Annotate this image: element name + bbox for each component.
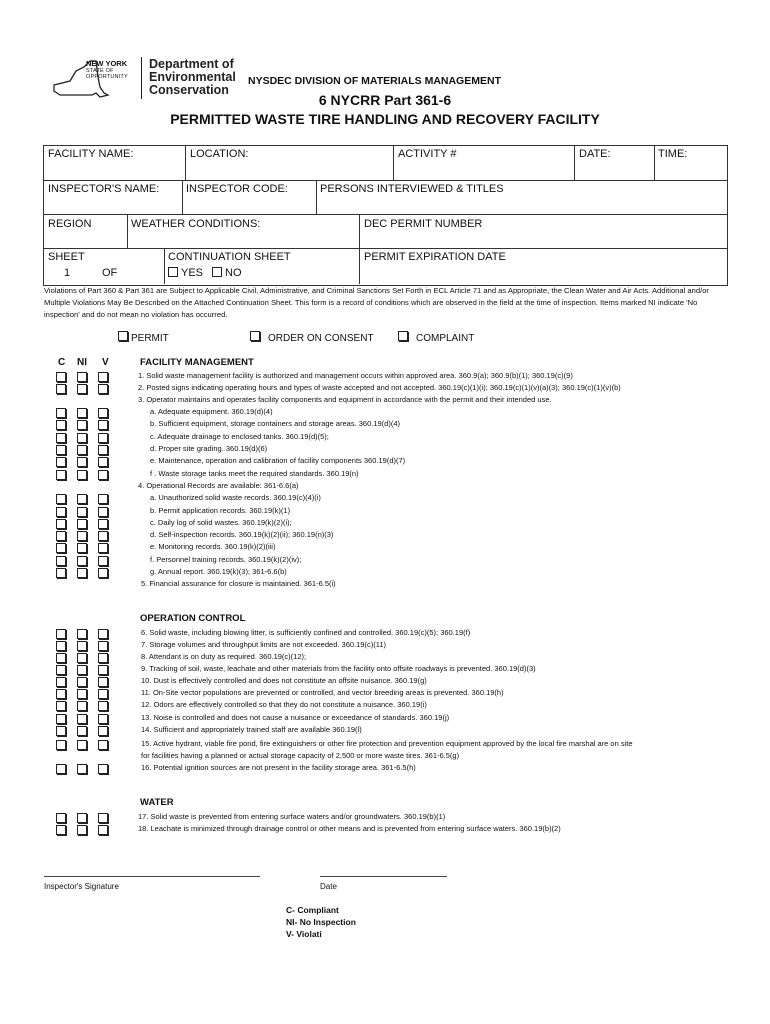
compliant-checkbox[interactable] [56, 433, 66, 443]
checklist-row [0, 456, 770, 468]
logo-state-name: NEW YORK STATE OF OPPORTUNITY [86, 59, 128, 80]
violation-checkbox[interactable] [98, 653, 108, 663]
checklist-item-text: 14. Sufficient and appropriately trained staff are available 360.19(l) [141, 725, 362, 734]
no-inspection-checkbox[interactable] [77, 689, 87, 699]
type-complaint[interactable]: COMPLAINT [398, 331, 474, 344]
header-box [43, 145, 728, 286]
sheet-number: 1 [64, 267, 71, 279]
continuation-yes[interactable]: YES [168, 267, 203, 279]
checklist-item-text: for facilities having a planned or actual storage capacity of 2,500 or more waste tires. 361-6.5(g) [141, 751, 460, 760]
violation-checkbox[interactable] [98, 543, 108, 553]
violation-checkbox[interactable] [98, 457, 108, 467]
compliant-checkbox[interactable] [56, 726, 66, 736]
compliant-checkbox[interactable] [56, 420, 66, 430]
compliant-checkbox[interactable] [56, 677, 66, 687]
checklist-item-text: 8. Attendant is on duty as required. 360.19(c)(12); [141, 652, 307, 661]
checklist-row [0, 676, 770, 688]
no-inspection-checkbox[interactable] [77, 677, 87, 687]
no-inspection-checkbox[interactable] [77, 445, 87, 455]
violations-notice: Violations of Part 360 & Part 361 are Subject to Applicable Civil, Administrative, and Criminal Sanctions Set Forth in ECL Article 71 and as Appropriate, the Clean Water and Air Acts. Additional and/or Multiple Violations May Be Described on the Attached Continuation Sheet. This form is a record of conditions which are observed in the field at the time of inspection. Items marked NI indicate 'No inspection' and do not mean no violation has occurred. [44, 286, 709, 319]
no-inspection-checkbox[interactable] [77, 653, 87, 663]
checklist-item-text: 9. Tracking of soil, waste, leachate and other materials from the facility onto offsite roadways is prevented. 360.19(d)(3) [141, 664, 536, 673]
compliant-checkbox[interactable] [56, 641, 66, 651]
no-inspection-checkbox[interactable] [77, 764, 87, 774]
date-label: DATE: [579, 148, 611, 160]
violation-checkbox[interactable] [98, 408, 108, 418]
checklist-item-text: a. Unauthorized solid waste records. 360.19(c)(4)(i) [150, 493, 321, 502]
no-inspection-checkbox[interactable] [77, 408, 87, 418]
legend-violation: V- Violati [286, 929, 322, 939]
compliant-checkbox[interactable] [56, 813, 66, 823]
facility-name-label: FACILITY NAME: [48, 148, 134, 160]
checklist-row [0, 383, 770, 395]
column-compliant: C [58, 357, 66, 368]
type-consent[interactable]: ORDER ON CONSENT [250, 331, 374, 344]
complaint-checkbox[interactable] [398, 331, 408, 341]
no-inspection-checkbox[interactable] [77, 384, 87, 394]
violation-checkbox[interactable] [98, 813, 108, 823]
inspector-code-label: INSPECTOR CODE: [186, 183, 288, 195]
checklist-row [0, 530, 770, 542]
compliant-checkbox[interactable] [56, 531, 66, 541]
permit-expiration-label: PERMIT EXPIRATION DATE [364, 251, 506, 263]
yes-checkbox[interactable] [168, 267, 178, 277]
section-operation-control: OPERATION CONTROL [140, 613, 246, 624]
checklist-item-text: 5. Financial assurance for closure is maintained. 361-6.5(i) [141, 579, 336, 588]
violation-checkbox[interactable] [98, 420, 108, 430]
no-inspection-checkbox[interactable] [77, 494, 87, 504]
checklist-item-text: b. Sufficient equipment, storage containers and storage areas. 360.19(d)(4) [150, 419, 401, 428]
violation-checkbox[interactable] [98, 764, 108, 774]
checklist-row [0, 432, 770, 444]
compliant-checkbox[interactable] [56, 701, 66, 711]
no-inspection-checkbox[interactable] [77, 665, 87, 675]
checklist-row [0, 688, 770, 700]
compliant-checkbox[interactable] [56, 568, 66, 578]
checklist-item-text: 15. Active hydrant, viable fire pond, fire extinguishers or other fire protection and prevention equipment approved by the local fire marshal are on site [141, 739, 633, 748]
permit-checkbox[interactable] [118, 331, 128, 341]
checklist-item-text: 1. Solid waste management facility is authorized and management occurs within approved area. 360.9(a); 360.9(b)(1); 360.19(c)(9) [138, 371, 573, 380]
violation-checkbox[interactable] [98, 433, 108, 443]
no-inspection-checkbox[interactable] [77, 641, 87, 651]
checklist-item-text: d. Proper site grading. 360.19(d)(6) [150, 444, 268, 453]
division-heading: NYSDEC DIVISION OF MATERIALS MANAGEMENT [248, 75, 501, 87]
violation-checkbox[interactable] [98, 556, 108, 566]
checklist-item-text: 18. Leachate is minimized through drainage control or other means and is prevented from entering surface waters. 360.19(b)(2) [138, 824, 561, 833]
compliant-checkbox[interactable] [56, 408, 66, 418]
checklist-item-text: c. Adequate drainage to enclosed tanks. 360.19(d)(5); [150, 432, 329, 441]
checklist-item-text: e. Maintenance, operation and calibration of facility components 360.19(d)(7) [150, 456, 406, 465]
checklist-item-text: 16. Potential ignition sources are not present in the facility storage area. 361-6.5(h) [141, 763, 416, 772]
violation-checkbox[interactable] [98, 384, 108, 394]
no-inspection-checkbox[interactable] [77, 457, 87, 467]
checklist-item-text: 11. On-Site vector populations are prevented or controlled, and vector breeding areas is prevented. 360.19(h) [141, 688, 504, 697]
checklist-row [0, 555, 770, 567]
compliant-checkbox[interactable] [56, 372, 66, 382]
violation-checkbox[interactable] [98, 568, 108, 578]
checklist-row [0, 763, 770, 775]
no-inspection-checkbox[interactable] [77, 740, 87, 750]
checklist-row [0, 469, 770, 481]
no-inspection-checkbox[interactable] [77, 726, 87, 736]
violation-checkbox[interactable] [98, 740, 108, 750]
column-no-inspection: NI [77, 357, 87, 368]
consent-checkbox[interactable] [250, 331, 260, 341]
checklist-row [0, 751, 770, 763]
compliant-checkbox[interactable] [56, 494, 66, 504]
sheet-label: SHEET [48, 251, 85, 263]
checklist-item-text: f . Waste storage tanks meet the required standards. 360.19(n) [150, 469, 359, 478]
checklist-row [0, 812, 770, 824]
compliant-checkbox[interactable] [56, 519, 66, 529]
checklist-row [0, 579, 770, 591]
no-inspection-checkbox[interactable] [77, 372, 87, 382]
compliant-checkbox[interactable] [56, 665, 66, 675]
column-violation: V [102, 357, 109, 368]
compliant-checkbox[interactable] [56, 825, 66, 835]
date-line[interactable] [320, 876, 447, 877]
compliant-checkbox[interactable] [56, 689, 66, 699]
continuation-no[interactable]: NO [212, 267, 242, 279]
activity-label: ACTIVITY # [398, 148, 457, 160]
no-checkbox[interactable] [212, 267, 222, 277]
checklist-row [0, 700, 770, 712]
checklist-row [0, 739, 770, 751]
no-inspection-checkbox[interactable] [77, 470, 87, 480]
persons-interviewed-label: PERSONS INTERVIEWED & TITLES [320, 183, 504, 195]
violation-checkbox[interactable] [98, 701, 108, 711]
checklist-item-text: f. Personnel training records. 360.19(k)(2)(iv); [150, 555, 302, 564]
no-inspection-checkbox[interactable] [77, 701, 87, 711]
compliant-checkbox[interactable] [56, 507, 66, 517]
weather-label: WEATHER CONDITIONS: [131, 218, 261, 230]
no-inspection-checkbox[interactable] [77, 556, 87, 566]
checklist-row [0, 824, 770, 836]
checklist-item-text: 17. Solid waste is prevented from entering surface waters and/or groundwaters. 360.19(b)(1) [138, 812, 446, 821]
checklist-item-text: 4. Operational Records are available: 361-6.6(a) [138, 481, 299, 490]
no-inspection-checkbox[interactable] [77, 568, 87, 578]
checklist-row [0, 518, 770, 530]
signature-date-label: Date [320, 882, 337, 891]
signature-line[interactable] [44, 876, 260, 877]
compliant-checkbox[interactable] [56, 445, 66, 455]
no-inspection-checkbox[interactable] [77, 507, 87, 517]
legend-compliant: C- Compliant [286, 905, 339, 915]
compliant-checkbox[interactable] [56, 470, 66, 480]
violation-checkbox[interactable] [98, 677, 108, 687]
checklist-item-text: b. Permit application records. 360.19(k)(1) [150, 506, 291, 515]
inspector-signature-label: Inspector's Signature [44, 882, 119, 891]
checklist-row [0, 652, 770, 664]
compliant-checkbox[interactable] [56, 714, 66, 724]
checklist-item-text: 10. Dust is effectively controlled and does not constitute an offsite nuisance. 360.19(g) [141, 676, 427, 685]
checklist-item-text: 7. Storage volumes and throughput limits are not exceeded. 360.19(c)(11) [141, 640, 387, 649]
compliant-checkbox[interactable] [56, 629, 66, 639]
checklist-item-text: 6. Solid waste, including blowing litter, is sufficiently confined and controlled. 360.19(c)(5); 360.19(f) [141, 628, 471, 637]
no-inspection-checkbox[interactable] [77, 714, 87, 724]
checklist-item-text: 12. Odors are effectively controlled so that they do not constitute a nuisance. 360.19(i) [141, 700, 427, 709]
section-water: WATER [140, 797, 174, 808]
violation-checkbox[interactable] [98, 665, 108, 675]
violation-checkbox[interactable] [98, 445, 108, 455]
compliant-checkbox[interactable] [56, 556, 66, 566]
checklist-row [0, 542, 770, 554]
regulation-heading: 6 NYCRR Part 361-6 [318, 92, 452, 108]
region-label: REGION [48, 218, 92, 230]
compliant-checkbox[interactable] [56, 653, 66, 663]
section-facility-management: FACILITY MANAGEMENT [140, 357, 254, 368]
no-inspection-checkbox[interactable] [77, 433, 87, 443]
compliant-checkbox[interactable] [56, 457, 66, 467]
sheet-of-label: OF [102, 267, 118, 279]
checklist-item-text: a. Adequate equipment. 360.19(d)(4) [150, 407, 273, 416]
legend-no-inspection: NI- No Inspection [286, 917, 356, 927]
location-label: LOCATION: [190, 148, 249, 160]
checklist-item-text: g. Annual report. 360.19(k)(3); 361-6.6(b) [150, 567, 287, 576]
continuation-label: CONTINUATION SHEET [168, 251, 291, 263]
no-inspection-checkbox[interactable] [77, 531, 87, 541]
checklist-row [0, 493, 770, 505]
compliant-checkbox[interactable] [56, 384, 66, 394]
violation-checkbox[interactable] [98, 629, 108, 639]
time-label: TIME: [658, 148, 688, 160]
violation-checkbox[interactable] [98, 825, 108, 835]
violation-checkbox[interactable] [98, 726, 108, 736]
checklist-item-text: 3. Operator maintains and operates facility components and equipment in accordance with the permit and their intended use. [138, 395, 552, 404]
no-inspection-checkbox[interactable] [77, 420, 87, 430]
checklist-row [0, 640, 770, 652]
dec-permit-label: DEC PERMIT NUMBER [364, 218, 483, 230]
checklist-row [0, 713, 770, 725]
no-inspection-checkbox[interactable] [77, 629, 87, 639]
inspector-name-label: INSPECTOR'S NAME: [48, 183, 160, 195]
checklist-item-text: e. Monitoring records. 360.19(k)(2)(iii) [150, 542, 276, 551]
compliant-checkbox[interactable] [56, 764, 66, 774]
checklist-row [0, 628, 770, 640]
checklist-item-text: c. Daily log of solid wastes. 360.19(k)(2)(i); [150, 518, 292, 527]
compliant-checkbox[interactable] [56, 740, 66, 750]
violation-checkbox[interactable] [98, 519, 108, 529]
checklist-row [0, 664, 770, 676]
checklist-row [0, 567, 770, 579]
checklist-row [0, 407, 770, 419]
checklist-item-text: 13. Noise is controlled and does not cause a nuisance or exceedance of standards. 360.19(j) [141, 713, 450, 722]
compliant-checkbox[interactable] [56, 543, 66, 553]
violation-checkbox[interactable] [98, 372, 108, 382]
no-inspection-checkbox[interactable] [77, 813, 87, 823]
violation-checkbox[interactable] [98, 641, 108, 651]
checklist-row [0, 395, 770, 407]
violation-checkbox[interactable] [98, 689, 108, 699]
form-title: PERMITTED WASTE TIRE HANDLING AND RECOVERY FACILITY [170, 111, 600, 127]
checklist-row [0, 481, 770, 493]
no-inspection-checkbox[interactable] [77, 519, 87, 529]
violation-checkbox[interactable] [98, 714, 108, 724]
checklist-item-text: d. Self-inspection records. 360.19(k)(2)(ii); 360.19(n)(3) [150, 530, 334, 539]
checklist-row [0, 506, 770, 518]
violation-checkbox[interactable] [98, 531, 108, 541]
checklist-row [0, 371, 770, 383]
logo-department: Department of Environmental Conservation [149, 57, 236, 97]
violation-checkbox[interactable] [98, 470, 108, 480]
violation-checkbox[interactable] [98, 494, 108, 504]
checklist-row [0, 725, 770, 737]
checklist-row [0, 419, 770, 431]
no-inspection-checkbox[interactable] [77, 543, 87, 553]
checklist-row [0, 444, 770, 456]
violation-checkbox[interactable] [98, 507, 108, 517]
no-inspection-checkbox[interactable] [77, 825, 87, 835]
checklist-item-text: 2. Posted signs indicating operating hours and types of waste accepted and not accepted. 360.19(c)(1)(i); 360.19(c)(1)(v)(a)(3); 360.19(c)(1)(v)(b) [138, 383, 621, 392]
type-permit[interactable]: PERMIT [118, 331, 169, 344]
